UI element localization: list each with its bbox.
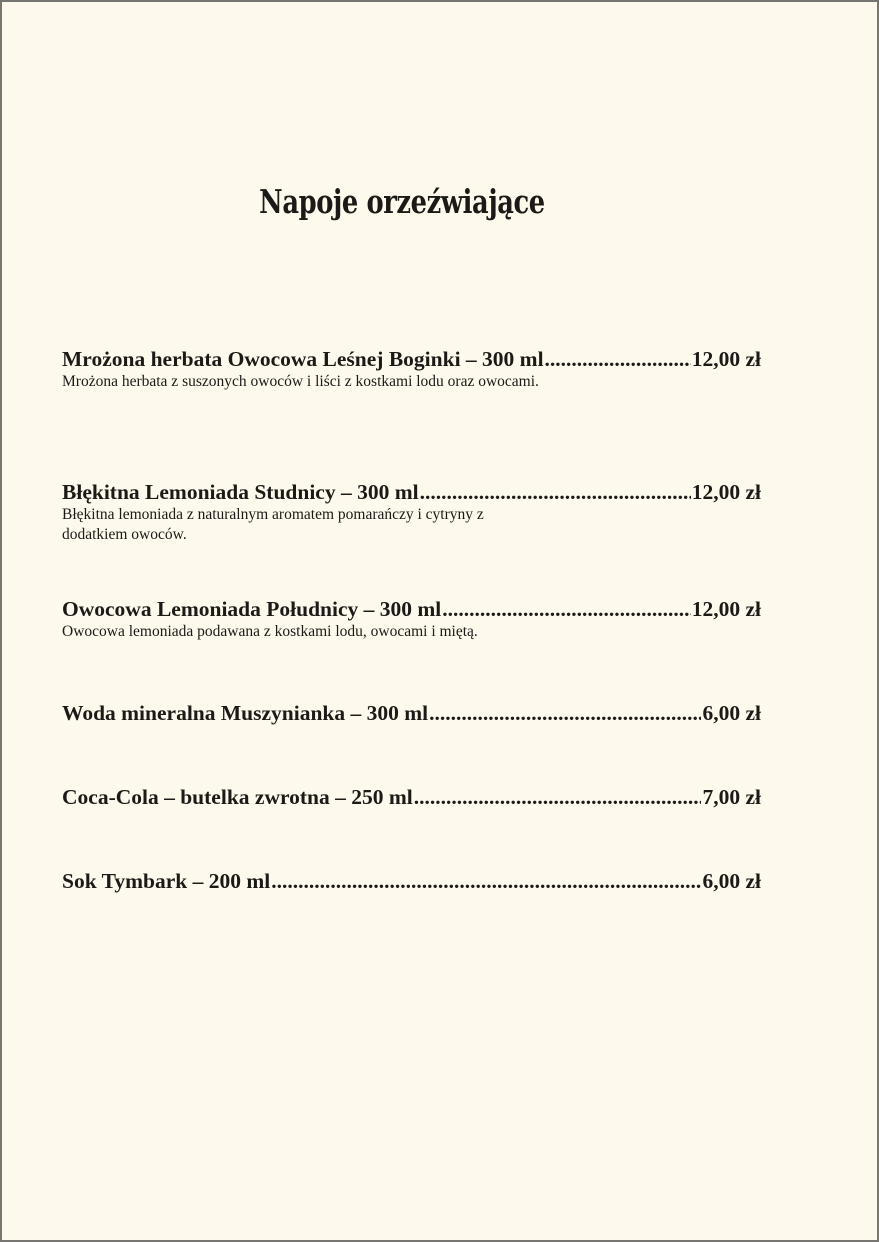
menu-item-tymbark-juice [62, 868, 761, 894]
menu-item-line [62, 868, 761, 894]
dot-leader [442, 596, 690, 622]
menu-item-name: Sok Tymbark – 200 ml [62, 869, 271, 893]
menu-item-price: 12,00 zł [691, 597, 761, 621]
menu-item-line [62, 479, 761, 505]
menu-item-description: Błękitna lemoniada z naturalnym aromatem pomarańczy i cytryny z dodatkiem owoców. [62, 506, 484, 543]
menu-item-price: 12,00 zł [691, 480, 761, 504]
dot-leader [414, 784, 702, 810]
menu-item-line [62, 784, 761, 810]
menu-item-line [62, 596, 761, 622]
menu-item-price: 12,00 zł [691, 347, 761, 371]
menu-item-line [62, 346, 761, 372]
dot-leader [420, 479, 691, 505]
dot-leader [429, 700, 701, 726]
menu-item-fruit-lemonade [62, 596, 761, 642]
menu-item-name: Mrożona herbata Owocowa Leśnej Boginki – 300 ml [62, 347, 544, 371]
menu-item-name: Owocowa Lemoniada Południcy – 300 ml [62, 597, 442, 621]
menu-item-iced-tea [62, 346, 761, 392]
menu-item-price: 6,00 zł [702, 869, 761, 893]
menu-item-name: Woda mineralna Muszynianka – 300 ml [62, 701, 429, 725]
menu-item-name: Coca-Cola – butelka zwrotna – 250 ml [62, 785, 413, 809]
menu-item-name: Błękitna Lemoniada Studnicy – 300 ml [62, 480, 419, 504]
dot-leader [545, 346, 691, 372]
menu-item-price: 6,00 zł [702, 701, 761, 725]
menu-item-mineral-water [62, 700, 761, 726]
menu-title: Napoje orzeźwiające [259, 182, 545, 221]
menu-item-description: Mrożona herbata z suszonych owoców i liści z kostkami lodu oraz owocami. [62, 373, 539, 390]
menu-item-coca-cola [62, 784, 761, 810]
dot-leader [271, 868, 701, 894]
menu-item-blue-lemonade [62, 479, 761, 545]
menu-item-description: Owocowa lemoniada podawana z kostkami lodu, owocami i miętą. [62, 623, 478, 640]
menu-item-line [62, 700, 761, 726]
menu-item-price: 7,00 zł [702, 785, 761, 809]
